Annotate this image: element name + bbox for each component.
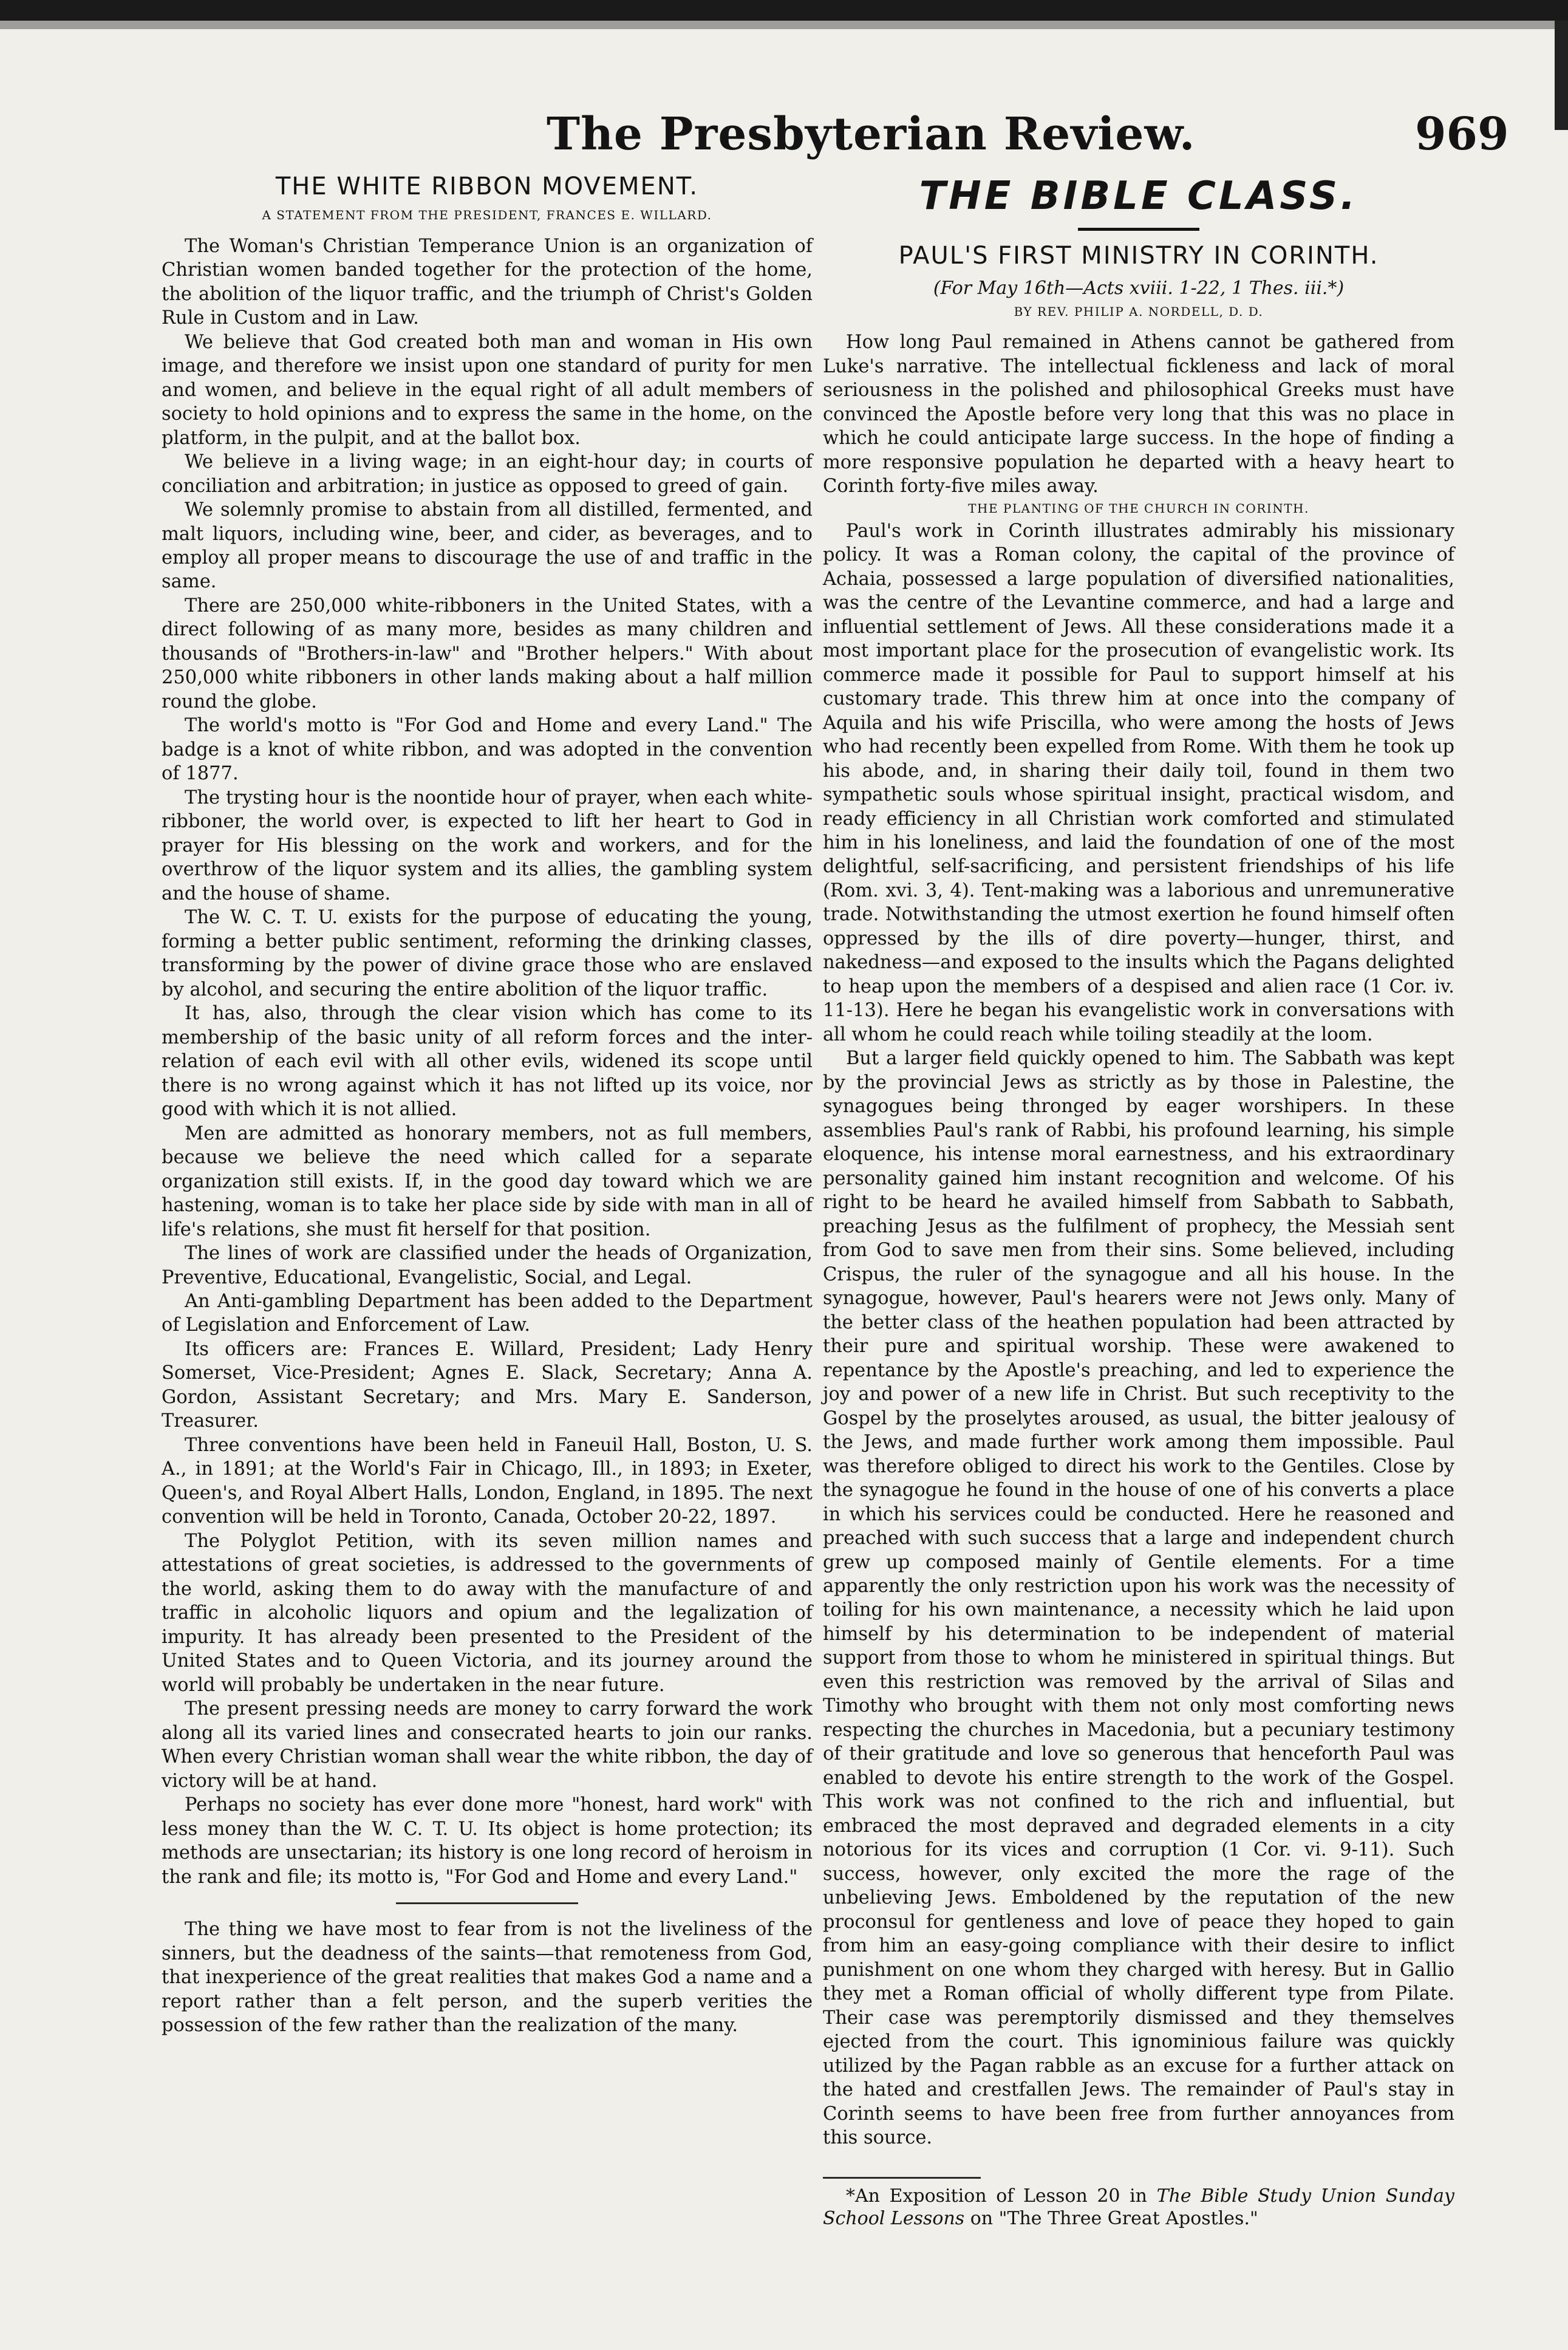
author-byline: BY REV. PHILIP A. NORDELL, D. D. [1014,304,1264,319]
footnote-series: The Bible Study Union Sunday School Lessons [823,2185,1454,2230]
page-number: 969 [1415,108,1509,160]
subhead: THE PLANTING OF THE CHURCH IN CORINTH. [968,500,1309,516]
page-top-edge [0,0,1568,21]
paragraph: We believe that God created both man and woman in His own image, and therefore we insist upon one standard of purity for men and women, and believe in the equal right of all adult members of society to hold opinions and to express the same in the home, on the platform, in the pulpit, and at the ballot box. [162,331,813,449]
footnote-lead: *An Exposition of Lesson 20 in [846,2185,1147,2207]
running-head: The Presbyterian Review. [547,108,1196,160]
right-column [823,171,1454,2230]
paragraph: We believe in a living wage; in an eight-hour day; in courts of conciliation and arbitration; in justice as opposed to greed of gain. [162,451,813,497]
paragraph: The world's motto is "For God and Home and every Land." The badge is a knot of white ribbon, and was adopted in the convention of 1877. [162,715,813,785]
paragraph: The lines of work are classified under the heads of Organization, Preventive, Educational, Evangelistic, Social, and Legal. [162,1243,813,1288]
section-divider [396,1902,578,1904]
paragraph: Men are admitted as honorary members, not as full members, because we believe the need which called for a separate organization still exists. If, in the good day toward which we are hastening, woman is to take her place side by side with man in all of life's relations, she must fit herself for that position. [162,1122,813,1240]
lesson-heading: PAUL'S FIRST MINISTRY IN CORINTH. [898,241,1379,270]
paragraph: Perhaps no society has ever done more "honest, hard work" with less money than the W. C. T. U. Its object is home protection; its methods are unsectarian; its history is one long record of heroism in the rank and file; its motto is, "For God and Home and every Land." [162,1794,813,1888]
paragraph: Its officers are: Frances E. Willard, President; Lady Henry Somerset, Vice-President; Agnes E. Slack, Secretary; Anna A. Gordon, Assistant Secretary; and Mrs. Mary E. Sanderson, Treasurer. [162,1338,813,1432]
section-title: THE BIBLE CLASS. [919,174,1358,219]
closing-paragraph: The thing we have most to fear from is not the liveliness of the sinners, but the deadness of the saints—that remoteness from God, that inexperience of the great realities that makes God a name and a report rather than a felt person, and the superb verities the possession of the few rather than the realization of the many. [162,1919,813,2037]
paragraph: Three conventions have been held in Faneuil Hall, Boston, U. S. A., in 1891; at the World's Fair in Chicago, Ill., in 1893; in Exeter, Queen's, and Royal Albert Halls, London, England, in 1895. The next convention will be held in Toronto, Canada, October 20-22, 1897. [162,1434,813,1528]
intro-paragraph: How long Paul remained in Athens cannot be gathered from Luke's narrative. The intellectual fickleness and lack of moral seriousness in the polished and philosophical Greeks must have convinced the Apostle before very long that this was no place in which he could anticipate large success. In the hope of finding a more responsive population he departed with a heavy heart to Corinth forty-five miles away. [823,332,1454,497]
footnote-rule [823,2177,981,2179]
page-right-edge [1555,21,1568,130]
article-heading: THE WHITE RIBBON MOVEMENT. [275,172,699,200]
paragraph: It has, also, through the clear vision which has come to its membership of the basic unity of all reform forces and the inter-relation of each evil with all other evils, widened its scope until there is no wrong against which it has not lifted up its voice, nor good with which it is not allied. [162,1003,813,1121]
paragraph: The W. C. T. U. exists for the purpose of educating the young, forming a better public sentiment, reforming the drinking classes, transforming by the power of divine grace those who are enslaved by alcohol, and securing the entire abolition of the liquor traffic. [162,907,813,1000]
paragraph: The trysting hour is the noontide hour of prayer, when each white-ribboner, the world over, is expected to lift her heart to God in prayer for His blessing on the work and workers, and for the overthrow of the liquor system and its allies, the gambling system and the house of shame. [162,787,813,904]
paragraph: The present pressing needs are money to carry forward the work along all its varied lines and consecrated hearts to join our ranks. When every Christian woman shall wear the white ribbon, the day of victory will be at hand. [162,1698,813,1792]
paragraph: We solemnly promise to abstain from all distilled, fermented, and malt liquors, including wine, beer, and cider, as beverages, and to employ all proper means to discourage the use of and traffic in the same. [162,499,813,593]
footnote [823,2185,1454,2230]
article-byline: A STATEMENT FROM THE PRESIDENT, FRANCES E. WILLARD. [262,207,712,222]
left-column [162,171,813,2038]
paragraph: There are 250,000 white-ribboners in the United States, with a direct following of as many more, besides as many children and thousands of "Brothers-in-law" and "Brother helpers." With about 250,000 white ribboners in other lands making about a half million round the globe. [162,595,813,712]
title-rule [1078,228,1199,231]
paragraph: An Anti-gambling Department has been added to the Department of Legislation and Enforcement of Law. [162,1291,813,1336]
scripture-reference: (For May 16th—Acts xviii. 1-22, 1 Thes. iii.*) [933,277,1345,299]
paragraph: Paul's work in Corinth illustrates admirably his missionary policy. It was a Roman colony, the capital of the province of Achaia, possessed a large population of diversified nationalities, was the centre of the Levantine commerce, and had a large and influential settlement of Jews. All these considerations made it a most important place for the prosecution of evangelistic work. Its commerce made it possible for Paul to support himself at his customary trade. This threw him at once into the company of Aquila and his wife Priscilla, who were among the hosts of Jews who had recently been expelled from Rome. With them he took up his abode, and, in sharing their daily toil, found in them two sympathetic souls whose spiritual insight, practical wisdom, and ready efficiency in all Christian work comforted and stimulated him in his loneliness, and laid the foundation of one of the most delightful, self-sacrificing, and persistent friendships of his life (Rom. xvi. 3, 4). Tent-making was a laborious and unremunerative trade. Notwithstanding the utmost exertion he found himself often oppressed by the ills of dire poverty—hunger, thirst, and nakedness—and exposed to the insults which the Pagans delighted to heap upon the members of a despised and alien race (1 Cor. iv. 11-13). Here he began his evangelistic work in conversations with all whom he could reach while toiling steadily at the loom. [823,520,1454,1045]
paragraph: But a larger field quickly opened to him. The Sabbath was kept by the provincial Jews as strictly as by those in Palestine, the synagogues being thronged by eager worshipers. In these assemblies Paul's rank of Rabbi, his profound learning, his simple eloquence, his intense moral earnestness, and his extraordinary personality gained him instant recognition and welcome. Of his right to be heard he availed himself from Sabbath to Sabbath, preaching Jesus as the fulfilment of prophecy, the Messiah sent from God to save men from their sins. Some believed, including Crispus, the ruler of the synagogue and all his house. In the synagogue, however, Paul's hearers were not Jews only. Many of the better class of the heathen population had been attracted by their pure and spiritual worship. These were awakened to repentance by the Apostle's preaching, and led to experience the joy and power of a new life in Christ. But such receptivity to the Gospel by the proselytes aroused, as usual, the bitter jealousy of the Jews, and made further work among them impossible. Paul was therefore obliged to direct his work to the Gentiles. Close by the synagogue he found in the house of one of his converts a place in which his services could be conducted. Here he reasoned and preached with such success that a large and independent church grew up composed mainly of Gentile elements. For a time apparently the only restriction upon his work was the necessity of toiling for his own maintenance, a necessity which he laid upon himself by his determination to be independent of material support from those to whom he ministered in spiritual things. But even this restriction was removed by the arrival of Silas and Timothy who brought with them not only most comforting news respecting the churches in Macedonia, but a pecuniary testimony of their gratitude and love so generous that henceforth Paul was enabled to devote his entire strength to the work of the Gospel. This work was not confined to the rich and influential, but embraced the most depraved and degraded elements in a city notorious for its vices and corruption (1 Cor. vi. 9-11). Such success, however, only excited the more the rage of the unbelieving Jews. Emboldened by the reputation of the new proconsul for gentleness and love of peace they hoped to gain from him an easy-going compliance with their desire to inflict punishment on one whom they charged with heresy. But in Gallio they met a Roman official of wholly different type from Pilate. Their case was peremptorily dismissed and they themselves ejected from the court. This ignominious failure was quickly utilized by the Pagan rabble as an excuse for a further attack on the hated and crestfallen Jews. The remainder of Paul's stay in Corinth seems to have been free from further annoyances from this source. [823,1048,1454,2149]
page-top-shadow [0,21,1568,29]
paragraph: The Polyglot Petition, with its seven million names and attestations of great societies, is addressed to the governments of the world, asking them to do away with the manufacture of and traffic in alcoholic liquors and opium and the legalization of impurity. It has already been presented to the President of the United States and to Queen Victoria, and its journey around the world will probably be undertaken in the near future. [162,1530,813,1696]
paragraph: The Woman's Christian Temperance Union is an organization of Christian women banded together for the protection of the home, the abolition of the liquor traffic, and the triumph of Christ's Golden Rule in Custom and in Law. [162,235,813,329]
footnote-tail: on "The Three Great Apostles." [970,2208,1258,2230]
